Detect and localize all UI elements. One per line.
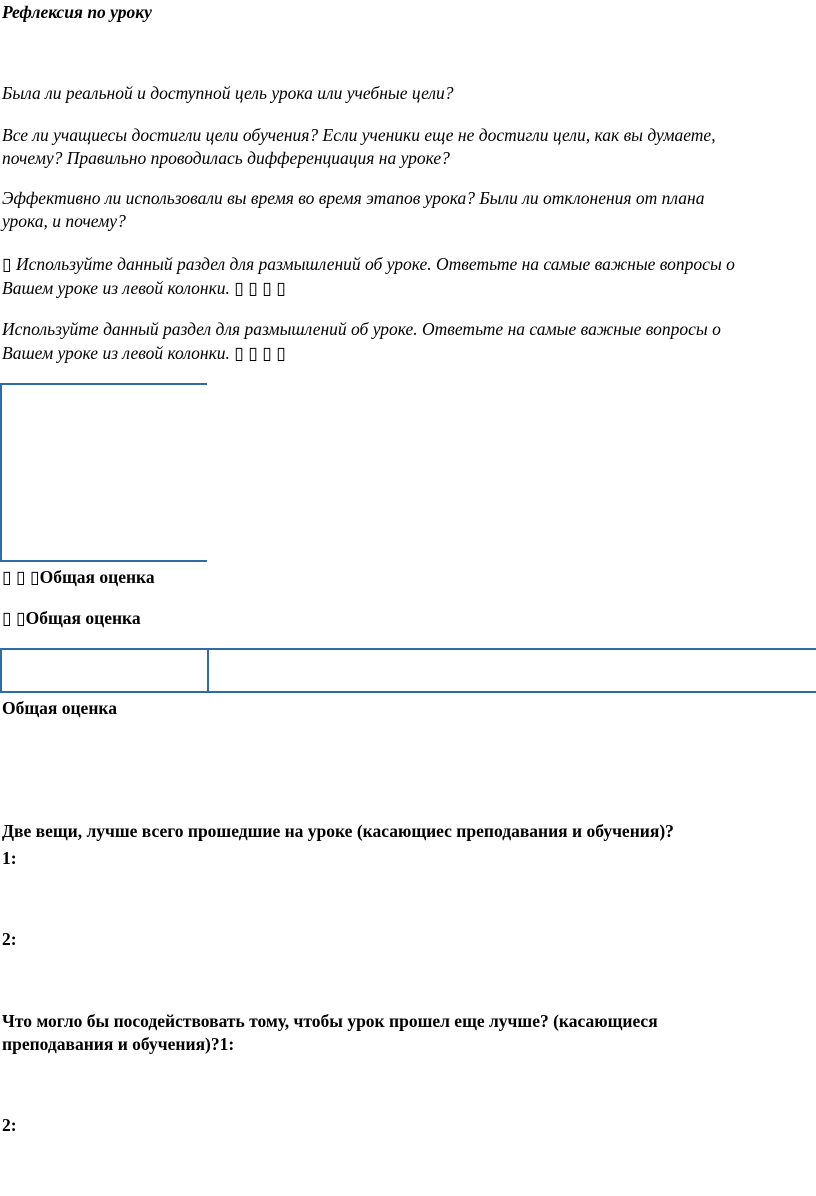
improve-item-2: 2: <box>2 1115 17 1135</box>
overall-rating-1: ▯ ▯ ▯Общая оценка <box>2 567 155 587</box>
missing-glyph-icon: ▯ ▯ ▯ ▯ <box>234 278 286 298</box>
instruction-b-line2: Вашем уроке из левой колонки. ▯ ▯ ▯ ▯ <box>2 343 286 363</box>
best-item-1: 1: <box>2 848 17 868</box>
best-item-2: 2: <box>2 929 17 949</box>
instruction-a-line2: Вашем уроке из левой колонки. ▯ ▯ ▯ ▯ <box>2 278 286 298</box>
question-goal: Была ли реальной и доступной цель урока или учебные цели? <box>2 83 454 103</box>
improve-heading-line2: преподавания и обучения)?1: <box>2 1034 235 1054</box>
missing-glyph-icon: ▯ <box>2 254 12 274</box>
table-cell-divider <box>207 650 209 691</box>
overall-rating-3: Общая оценка <box>2 698 117 718</box>
instruction-a-line1: ▯ Используйте данный раздел для размышлений об уроке. Ответьте на самые важные вопросы о <box>2 254 735 274</box>
improve-heading-line1: Что могло бы посодействовать тому, чтобы урок прошел еще лучше? (касающиеся <box>2 1011 658 1031</box>
reflection-frame <box>0 383 207 562</box>
missing-glyph-icon: ▯ ▯ ▯ <box>2 567 40 587</box>
best-things-heading: Две вещи, лучше всего прошедшие на уроке (касающиес преподавания и обучения)? <box>2 821 674 841</box>
missing-glyph-icon: ▯ ▯ <box>2 608 26 628</box>
question-time-line2: урока, и почему? <box>2 211 126 231</box>
question-time-line1: Эффективно ли использовали вы время во время этапов урока? Были ли отклонения от плана <box>2 188 705 208</box>
page-title: Рефлексия по уроку <box>2 2 152 22</box>
rating-table <box>0 648 816 693</box>
question-achievement-line1: Все ли учащиесы достигли цели обучения? Если ученики еще не достигли цели, как вы думаете, <box>2 125 716 145</box>
overall-rating-2: ▯ ▯Общая оценка <box>2 608 141 628</box>
question-achievement-line2: почему? Правильно проводилась дифференциация на уроке? <box>2 148 450 168</box>
missing-glyph-icon: ▯ ▯ ▯ ▯ <box>234 343 286 363</box>
instruction-b-line1: Используйте данный раздел для размышлений об уроке. Ответьте на самые важные вопросы о <box>2 319 721 339</box>
